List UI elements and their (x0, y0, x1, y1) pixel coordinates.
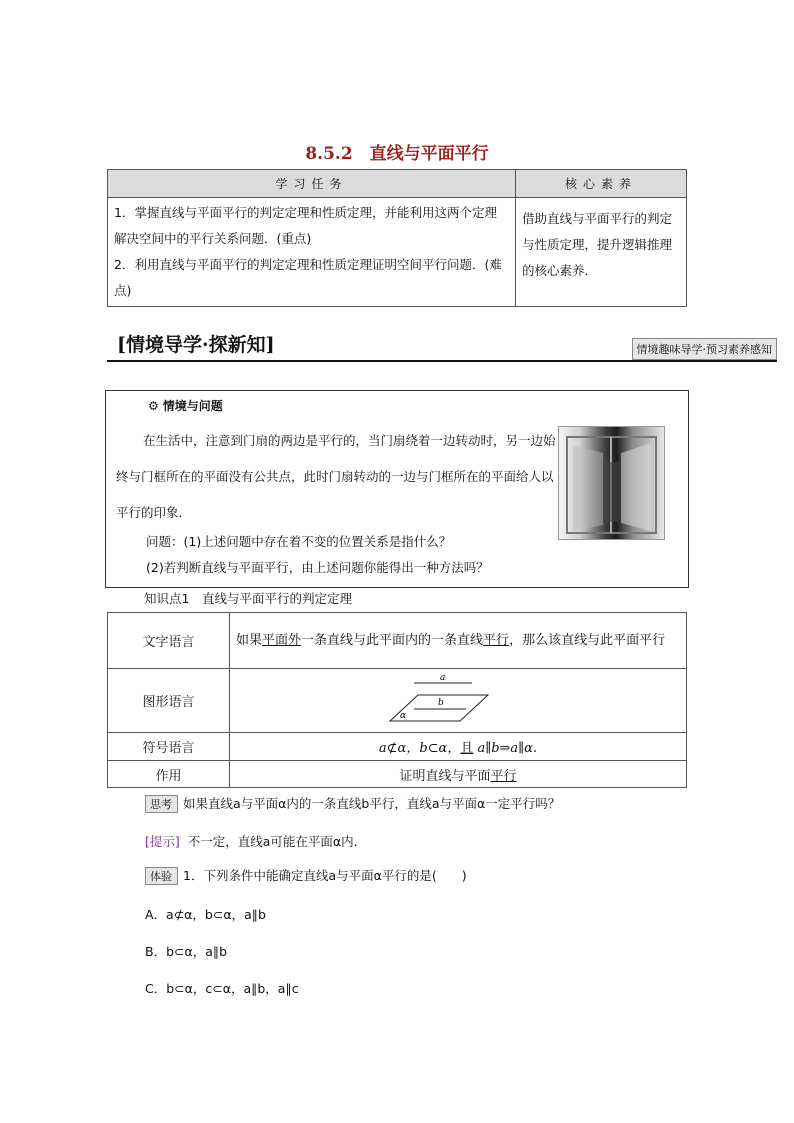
scenario-paragraph: 在生活中，注意到门扇的两边是平行的，当门扇绕着一边转动时，另一边始终与门框所在的平面没有公共点，此时门扇转动的一边与门框所在的平面给人以平行的印象． (116, 433, 556, 520)
option-a: A．a⊄α，b⊂α，a∥b (145, 907, 266, 922)
experience-tag: 体验 (145, 867, 178, 885)
statement-part-1: 如果 (236, 632, 263, 648)
scenario-label (148, 397, 223, 414)
think-question (145, 794, 560, 813)
scenario-question-2: (2)若判断直线与平面平行，由上述问题你能得出一种方法吗？ (146, 560, 489, 575)
symbol-part-2: a∥b⇒a∥α. (473, 741, 538, 756)
figure-label-b: b (438, 697, 444, 708)
row-label-text-language: 文字语言 (108, 613, 230, 669)
statement-underline-1: 平面外 (262, 632, 302, 648)
learning-tasks-table (107, 169, 687, 307)
core-literacy-cell: 借助直线与平面平行的判定与性质定理，提升逻辑推理的核心素养． (516, 198, 687, 307)
option-c: C．b⊂α，c⊂α，a∥b，a∥c (145, 981, 299, 996)
task-item-1: 1．掌握直线与平面平行的判定定理和性质定理，并能利用这两个定理解决空间中的平行关系问题．(重点) (114, 205, 497, 246)
tasks-left-cell (108, 198, 516, 307)
experience-text: 1．下列条件中能确定直线a与平面α平行的是( ) (183, 868, 467, 883)
tasks-header-right: 核心素养 (516, 170, 687, 198)
row-label-symbol-language: 符号语言 (108, 733, 230, 761)
option-b: B．b⊂α，a∥b (145, 944, 228, 959)
statement-part-2: 一条直线与此平面内的一条直线 (301, 632, 484, 648)
statement-underline-2: 平行 (483, 632, 510, 648)
scenario-box (105, 390, 689, 588)
scenario-label-text: 情境与问题 (162, 399, 223, 413)
statement-part-3: ，那么该直线与此平面平行 (509, 632, 666, 648)
use-underline: 平行 (490, 768, 517, 784)
theorem-statement (230, 613, 687, 669)
row-label-figure-language: 图形语言 (108, 669, 230, 733)
theorem-table (107, 612, 687, 788)
hint-text: 不一定，直线a可能在平面α内． (187, 834, 367, 849)
think-text: 如果直线a与平面α内的一条直线b平行，直线a与平面α一定平行吗？ (183, 796, 561, 811)
task-item-2: 2．利用直线与平面平行的判定定理和性质定理证明空间平行问题．(难点) (114, 257, 502, 298)
think-tag: 思考 (145, 795, 178, 813)
figure-label-alpha: α (400, 710, 407, 721)
knowledge-point-title: 知识点1 直线与平面平行的判定定理 (144, 591, 352, 606)
symbol-cell (230, 733, 687, 761)
page-title: 8.5.2 直线与平面平行 (305, 144, 489, 164)
use-cell (230, 761, 687, 788)
door-illustration (559, 427, 664, 539)
symbol-underline: 且 (460, 741, 474, 756)
section-tagline: 情境趣味导学·预习素养感知 (632, 338, 778, 360)
tasks-header-left: 学习任务 (108, 170, 516, 198)
scenario-question-1: 问题：(1)上述问题中存在着不变的位置关系是指什么？ (146, 534, 452, 549)
hint (145, 832, 366, 850)
section-header (107, 330, 777, 362)
line-plane-figure (388, 671, 528, 727)
figure-label-a: a (440, 672, 446, 683)
revolving-door-image (558, 426, 665, 540)
figure-cell (230, 669, 687, 733)
experience-question (145, 866, 467, 885)
gear-icon: ⚙ (148, 399, 159, 413)
use-part-1: 证明直线与平面 (399, 768, 491, 784)
hint-label: [提示] (145, 834, 180, 849)
symbol-part-1: a⊄α，b⊂α， (378, 741, 461, 756)
section-heading: [情境导学·探新知] (117, 334, 275, 356)
row-label-use: 作用 (108, 761, 230, 788)
